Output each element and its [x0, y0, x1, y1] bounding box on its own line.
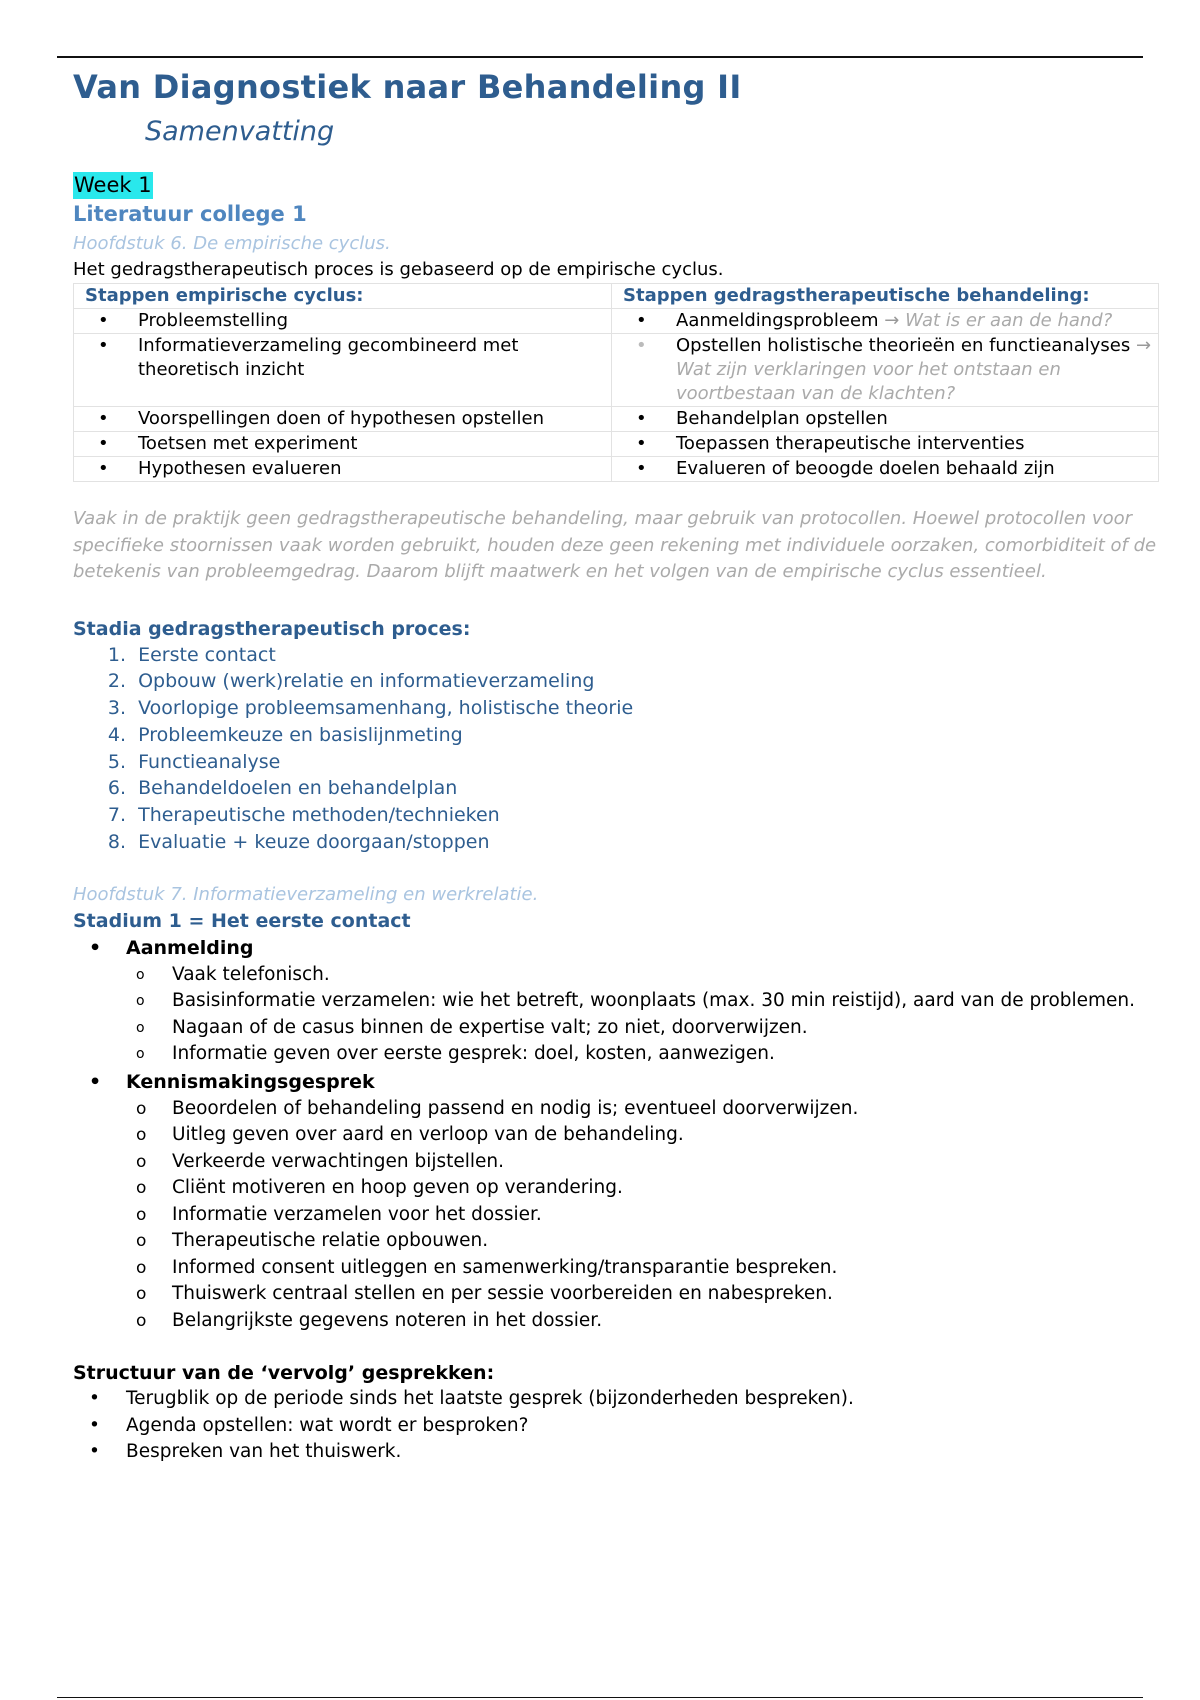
table-cell: Probleemstelling	[138, 310, 289, 331]
circle-bullet-icon: o	[136, 1284, 147, 1305]
list-item: o Informatie geven over eerste gesprek: doel, kosten, aanwezigen.	[73, 1041, 1163, 1068]
bullet-icon: •	[636, 310, 647, 331]
table-cell: Evalueren of beoogde doelen behaald zijn	[676, 458, 1055, 479]
bullet-icon: •	[98, 433, 109, 454]
bottom-rule	[57, 1697, 1143, 1698]
document-page	[73, 64, 1163, 1466]
list-item: 8. Evaluatie + keuze doorgaan/stoppen	[107, 831, 490, 854]
bullet-icon: •	[89, 1441, 100, 1463]
table-cell: Behandelplan opstellen	[676, 408, 888, 429]
list-item: 2. Opbouw (werk)relatie en informatieverzameling	[107, 670, 595, 693]
stadium-1-heading: Stadium 1 = Het eerste contact	[73, 909, 411, 932]
bullet-icon: •	[89, 1070, 102, 1093]
structure-list	[73, 1386, 1163, 1466]
table-cell: Hypothesen evalueren	[138, 458, 342, 479]
list-item: • Agenda opstellen: wat wordt er besproken?	[73, 1413, 1163, 1440]
list-item: o Cliënt motiveren en hoop geven op verandering.	[73, 1175, 1163, 1202]
table-cell: Toepassen therapeutische interventies	[676, 433, 1025, 454]
circle-bullet-icon: o	[136, 1151, 147, 1172]
week-highlight: Week 1	[74, 173, 152, 197]
circle-bullet-icon: o	[136, 966, 145, 983]
table-row	[74, 309, 1159, 334]
table-header-row	[74, 284, 1159, 309]
bullet-icon: •	[98, 408, 109, 429]
circle-bullet-icon: o	[136, 1046, 145, 1063]
list-item: 5. Functieanalyse	[107, 750, 281, 773]
chapter-7-heading: Hoofdstuk 7. Informatieverzameling en werkrelatie.	[73, 883, 539, 905]
list-item: o Verkeerde verwachtingen bijstellen.	[73, 1149, 1163, 1176]
bullet-icon: •	[89, 1414, 100, 1436]
circle-bullet-icon: o	[136, 1204, 147, 1225]
intro-paragraph: Het gedragstherapeutisch proces is gebaseerd op de empirische cyclus.	[73, 259, 724, 280]
table-row	[74, 407, 1159, 432]
document-title: Van Diagnostiek naar Behandeling II	[73, 68, 742, 106]
circle-bullet-icon: o	[136, 993, 145, 1010]
list-item: o Vaak telefonisch.	[73, 962, 1163, 989]
stages-heading: Stadia gedragstherapeutisch proces:	[73, 617, 471, 640]
list-item: o Nagaan of de casus binnen de expertise valt; zo niet, doorverwijzen.	[73, 1015, 1163, 1042]
circle-bullet-icon: o	[136, 1178, 147, 1199]
col1-header: Stappen empirische cyclus:	[74, 284, 612, 309]
list-item: • Terugblik op de periode sinds het laatste gesprek (bijzonderheden bespreken).	[73, 1386, 1163, 1413]
col2-header: Stappen gedragstherapeutische behandeling:	[612, 284, 1159, 309]
arrow-icon: →	[1135, 335, 1152, 356]
list-item: o Therapeutische relatie opbouwen.	[73, 1228, 1163, 1255]
table-row	[74, 457, 1159, 482]
table-cell-note: Wat is er aan de hand?	[905, 310, 1113, 331]
bullet-icon: •	[636, 335, 647, 356]
bullet-icon: •	[89, 936, 102, 959]
top-rule	[57, 56, 1143, 58]
bullet-icon: •	[98, 458, 109, 479]
table-row	[74, 334, 1159, 407]
list-item	[73, 934, 1163, 1068]
list-item	[73, 1068, 1163, 1335]
list-item: o Thuiswerk centraal stellen en per sessie voorbereiden en nabespreken.	[73, 1281, 1163, 1308]
circle-bullet-icon: o	[136, 1098, 147, 1119]
table-cell-note: Wat zijn verklaringen voor het ontstaan en voortbestaan van de klachten?	[676, 359, 1061, 404]
stadium-1-list	[73, 934, 1163, 1335]
bullet-icon: •	[636, 408, 647, 429]
list-item: 1. Eerste contact	[107, 643, 276, 666]
circle-bullet-icon: o	[136, 1310, 147, 1331]
list-item: o Informatie verzamelen voor het dossier.	[73, 1202, 1163, 1229]
bullet-icon: •	[636, 433, 647, 454]
aanmelding-sublist	[73, 962, 1163, 1068]
protocol-note: Vaak in de praktijk geen gedragstherapeutische behandeling, maar gebruik van protocollen. Hoewel protocollen voor specifieke stoornissen vaak worden gebruikt, houden deze geen rekening met individuele oorzaken, comorbiditeit of de betekenis van probleemgedrag. Daarom blijft maatwerk en het volgen van de empirische cyclus essentieel.	[73, 508, 1157, 582]
structure-heading: Structuur van de ‘vervolg’ gesprekken:	[73, 1362, 495, 1385]
aanmelding-label: Aanmelding	[126, 936, 254, 959]
bullet-icon: •	[636, 458, 647, 479]
circle-bullet-icon: o	[136, 1257, 147, 1278]
bullet-icon: •	[98, 310, 109, 331]
table-row	[74, 432, 1159, 457]
kennismaking-label: Kennismakingsgesprek	[126, 1070, 375, 1093]
stages-list	[73, 642, 1163, 856]
bullet-icon: •	[89, 1388, 100, 1410]
arrow-icon: →	[884, 310, 900, 331]
table-cell: Aanmeldingsprobleem	[676, 310, 879, 331]
document-subtitle: Samenvatting	[145, 116, 335, 147]
list-item: o Beoordelen of behandeling passend en nodig is; eventueel doorverwijzen.	[73, 1096, 1163, 1123]
list-item: 3. Voorlopige probleemsamenhang, holistische theorie	[107, 697, 634, 720]
table-cell: Opstellen holistische theorieën en functieanalyses	[676, 335, 1131, 356]
list-item: o Basisinformatie verzamelen: wie het betreft, woonplaats (max. 30 min reistijd), aard van de problemen.	[73, 988, 1163, 1015]
kennismaking-sublist	[73, 1096, 1163, 1335]
list-item: 7. Therapeutische methoden/technieken	[107, 804, 500, 827]
list-item: 4. Probleemkeuze en basislijnmeting	[107, 723, 463, 746]
cycle-comparison-table	[73, 283, 1159, 482]
table-cell: Informatieverzameling gecombineerd met theoretisch inzicht	[138, 335, 519, 380]
bullet-icon: •	[98, 335, 109, 356]
circle-bullet-icon: o	[136, 1125, 147, 1146]
circle-bullet-icon: o	[136, 1231, 147, 1252]
list-item: o Belangrijkste gegevens noteren in het dossier.	[73, 1308, 1163, 1335]
list-item: o Informed consent uitleggen en samenwerking/transparantie bespreken.	[73, 1255, 1163, 1282]
circle-bullet-icon: o	[136, 1019, 145, 1036]
list-item: • Bespreken van het thuiswerk.	[73, 1439, 1163, 1466]
table-cell: Voorspellingen doen of hypothesen opstellen	[138, 408, 545, 429]
list-item: o Uitleg geven over aard en verloop van de behandeling.	[73, 1122, 1163, 1149]
literature-heading: Literatuur college 1	[73, 202, 307, 226]
list-item: 6. Behandeldoelen en behandelplan	[107, 777, 458, 800]
table-cell: Toetsen met experiment	[138, 433, 358, 454]
chapter-6-heading: Hoofdstuk 6. De empirische cyclus.	[73, 233, 391, 254]
